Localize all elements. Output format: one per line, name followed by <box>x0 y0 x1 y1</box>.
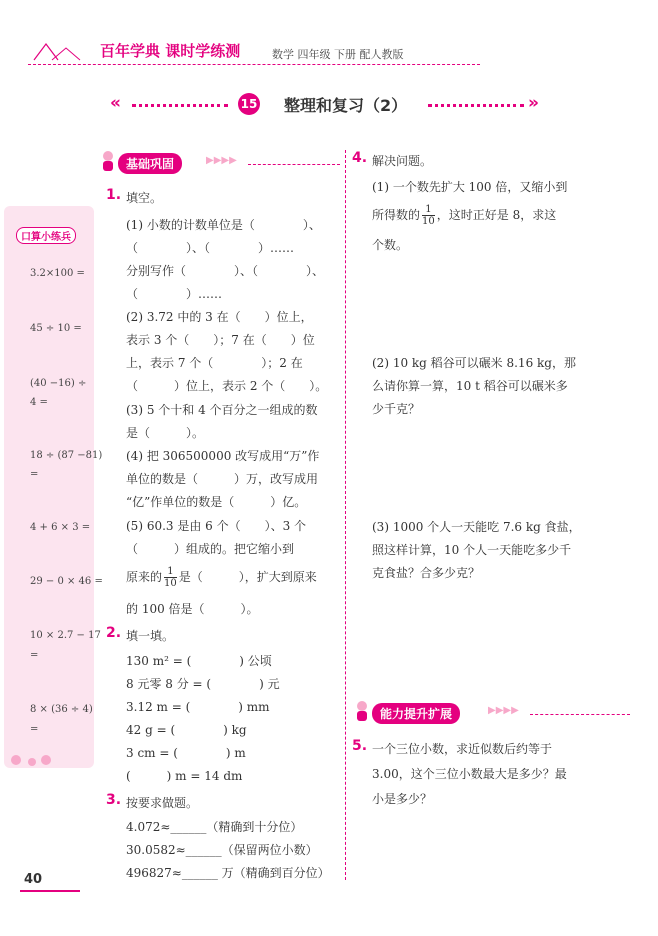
q1-frac-pre: 原来的 <box>126 570 163 584</box>
q4-p3-line: 克食盐？合多少克？ <box>372 566 481 580</box>
sidebar-item: = <box>30 724 39 735</box>
q1-line: 表示 3 个（ ）；7 在（ ）位 <box>126 333 315 347</box>
sidebar-item: = <box>30 469 39 480</box>
q3-title: 按要求做题。 <box>126 796 199 810</box>
right-arrows-icon: » <box>528 93 535 113</box>
q2-line: 3.12 m = ( ) mm <box>126 700 270 714</box>
q1-line: （ ）组成的。把它缩小到 <box>126 542 295 556</box>
mental-math-sidebar <box>4 206 94 768</box>
sidebar-item: 45 ÷ 10 = <box>30 323 82 334</box>
q1-line: (5) 60.3 是由 6 个（ ）、3 个 <box>126 519 307 533</box>
sidebar-flower-icon <box>6 750 76 770</box>
q1-line: （ ）、（ ）…… <box>126 241 295 255</box>
q1-frac-num: 1 <box>164 566 177 578</box>
q2-line: 3 cm = ( ) m <box>126 746 246 760</box>
q4-p2-line: (2) 10 kg 稻谷可以碾米 8.16 kg，那 <box>372 356 576 370</box>
q1-line: 分别写作（ ）、（ ）、 <box>126 264 325 278</box>
q4-p3-line: 照这样计算，10 个人一天能吃多少千 <box>372 543 572 557</box>
sidebar-item: 4 + 6 × 3 = <box>30 522 91 533</box>
q1-line: (3) 5 个十和 4 个百分之一组成的数 <box>126 403 318 417</box>
q3-number: 3. <box>106 792 122 808</box>
q5-line: 3.00，这个三位小数最大是多少？最 <box>372 767 567 781</box>
basic-section-arrows-icon: ▶▶▶▶ <box>206 155 237 166</box>
sidebar-item: 4 = <box>30 397 48 408</box>
q1-line: (2) 3.72 中的 3 在（ ）位上， <box>126 310 313 324</box>
header-deco-icon <box>30 38 90 62</box>
advanced-section-tag: 能力提升扩展 <box>372 703 460 724</box>
page-number-underline <box>20 890 80 892</box>
sidebar-item: 10 × 2.7 − 17 <box>30 630 101 641</box>
q4-p1-pre: 所得数的 <box>372 208 421 222</box>
q1-line: （ ）…… <box>126 287 223 301</box>
q3-line: 30.0582≈______（保留两位小数） <box>126 843 318 857</box>
q4-p2-line: 少千克？ <box>372 402 421 416</box>
q1-number: 1. <box>106 187 122 203</box>
left-arrows-icon: « <box>110 93 117 113</box>
q1-fraction-line <box>126 566 317 589</box>
q2-number: 2. <box>106 625 122 641</box>
q4-p1-frac-den: 10 <box>422 216 435 227</box>
right-dots <box>428 104 524 107</box>
q1-title: 填空。 <box>126 191 163 205</box>
q1-fraction <box>164 566 177 589</box>
q1-line: （ ）位上，表示 2 个（ ）。 <box>126 379 328 393</box>
q4-number: 4. <box>352 150 368 166</box>
q1-line: (4) 把 306500000 改写成用“万”作 <box>126 449 320 463</box>
basic-section-tag: 基础巩固 <box>118 153 182 174</box>
q5-number: 5. <box>352 738 368 754</box>
advanced-section-line <box>530 714 630 715</box>
q2-line: 8 元零 8 分 = ( ) 元 <box>126 677 280 691</box>
q5-line: 一个三位小数，求近似数后约等于 <box>372 742 553 756</box>
q2-line: 130 m² = ( ) 公顷 <box>126 654 272 668</box>
advanced-section-arrows-icon: ▶▶▶▶ <box>488 705 519 716</box>
page-number: 40 <box>24 872 43 887</box>
q1-last-line: 的 100 倍是（ ）。 <box>126 602 259 616</box>
q1-frac-den: 10 <box>164 578 177 589</box>
q4-title: 解决问题。 <box>372 154 433 168</box>
basic-section-mascot-icon <box>100 150 116 172</box>
sidebar-item: 29 − 0 × 46 = <box>30 576 103 587</box>
q4-p1-post: ，这时正好是 8，求这 <box>436 208 557 222</box>
q4-p1-frac-num: 1 <box>422 204 435 216</box>
sidebar-item: 8 × (36 ÷ 4) <box>30 704 93 715</box>
column-divider <box>345 150 346 880</box>
q4-p1-fraction <box>422 204 435 227</box>
q4-p1-line: 个数。 <box>372 238 409 252</box>
q5-line: 小是多少？ <box>372 792 433 806</box>
sidebar-title: 口算小练兵 <box>16 227 76 244</box>
header-subtitle: 数学 四年级 下册 配人教版 <box>272 48 404 61</box>
header-brand: 百年学典 课时学练测 <box>100 42 241 60</box>
left-dots <box>132 104 228 107</box>
header-divider <box>28 64 480 65</box>
q2-title: 填一填。 <box>126 629 175 643</box>
lesson-title: 整理和复习（2） <box>284 96 408 115</box>
sidebar-item: (40 −16) ÷ <box>30 378 87 389</box>
q1-line: “亿”作单位的数是（ ）亿。 <box>126 495 307 509</box>
q3-line: 496827≈______ 万（精确到百分位） <box>126 866 330 880</box>
q1-line: 单位的数是（ ）万，改写成用 <box>126 472 319 486</box>
basic-section-line <box>248 164 340 165</box>
lesson-number-badge: 15 <box>238 93 260 115</box>
q4-p3-line: (3) 1000 个人一天能吃 7.6 kg 食盐， <box>372 520 581 534</box>
q3-line: 4.072≈______（精确到十分位） <box>126 820 303 834</box>
q1-frac-post: 是（ ），扩大到原来 <box>178 570 317 584</box>
q4-p1-line: (1) 一个数先扩大 100 倍，又缩小到 <box>372 180 568 194</box>
sidebar-item: 18 ÷ (87 −81) <box>30 450 103 461</box>
advanced-section-mascot-icon <box>354 700 370 722</box>
q4-p2-line: 么请你算一算，10 t 稻谷可以碾米多 <box>372 379 568 393</box>
sidebar-item: = <box>30 650 39 661</box>
q2-line: ( ) m = 14 dm <box>126 769 243 783</box>
q1-line: 是（ ）。 <box>126 426 205 440</box>
sidebar-item: 3.2×100 = <box>30 268 85 279</box>
q4-p1-fraction-line <box>372 204 556 227</box>
q1-line: (1) 小数的计数单位是（ ）、 <box>126 218 321 232</box>
q2-line: 42 g = ( ) kg <box>126 723 247 737</box>
q1-line: 上，表示 7 个（ ）；2 在 <box>126 356 303 370</box>
